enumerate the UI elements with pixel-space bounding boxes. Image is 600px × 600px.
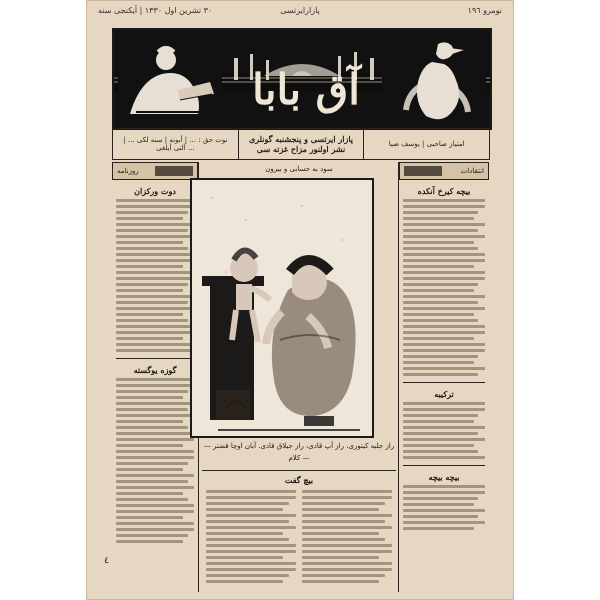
left-article-text-2 bbox=[116, 378, 194, 543]
left-column bbox=[112, 162, 199, 592]
right-article-text-2 bbox=[403, 402, 485, 459]
newspaper-page bbox=[86, 0, 514, 600]
right-column-header: انتقادات bbox=[399, 162, 489, 180]
cartoon-caption-bottom: — راز جلبه کیتوری، راز آپ قادی، راز جیلاق قادی. آبان اوچا قشتر کلام — bbox=[203, 442, 395, 462]
left-mid-title: گوزه یوگسته bbox=[133, 365, 177, 375]
center-bottom-text-left bbox=[206, 487, 296, 586]
owner-info: امتیاز صاحبی | یوسف ضیا bbox=[363, 129, 489, 159]
masthead-info-bar bbox=[112, 128, 490, 160]
cartoon-frame bbox=[190, 178, 374, 438]
subscription-info: نوت حق : ... | آبونه | سنه لکی ... | آلتی آیلغی ... bbox=[123, 136, 228, 152]
issue-number-label: نومرو ١٩٦ bbox=[467, 6, 502, 15]
page-mark: ٤ bbox=[104, 556, 109, 566]
right-mid-title: ترکیبه bbox=[434, 389, 454, 399]
right-header-ornament bbox=[404, 166, 442, 176]
old-man-mascot-icon bbox=[118, 36, 222, 124]
top-info-line bbox=[86, 6, 514, 20]
weekday-label: پازارایرتسی bbox=[280, 6, 320, 15]
right-lower-title: بیچه بیچه bbox=[428, 472, 460, 482]
newspaper-title: آق بابا bbox=[252, 65, 360, 114]
right-section-title: بیچه کیرخ آنکده bbox=[417, 186, 471, 196]
center-bottom-text-right bbox=[302, 487, 392, 586]
right-divider-2 bbox=[403, 465, 485, 466]
mother-child-piano-illustration bbox=[192, 180, 372, 436]
publication-info: پازار ایرتسی و پنجشنبه گونلری نشر اولنور مزاح غزته سی bbox=[238, 129, 364, 159]
center-bottom-title: بیچ گفت bbox=[284, 475, 314, 485]
center-bottom-article bbox=[202, 470, 396, 593]
right-article-text-3 bbox=[403, 485, 485, 530]
center-bottom-columns bbox=[202, 487, 396, 586]
right-article-text bbox=[403, 199, 485, 376]
masthead-banner bbox=[112, 28, 492, 130]
cartoon-caption-top: سود به حسابی و بیرون bbox=[265, 165, 333, 173]
left-column-header: روزنامه bbox=[112, 162, 198, 180]
left-divider bbox=[116, 358, 194, 359]
left-article-text bbox=[116, 199, 194, 352]
vulture-mascot-icon bbox=[382, 32, 486, 124]
left-section-title: دوت ورکزان bbox=[134, 186, 176, 196]
right-divider bbox=[403, 382, 485, 383]
right-column bbox=[398, 162, 489, 592]
date-label: ٣٠ تشرين اول ١٣٣٠ | آیکنجی سنه bbox=[98, 6, 213, 15]
left-header-ornament bbox=[155, 166, 193, 176]
